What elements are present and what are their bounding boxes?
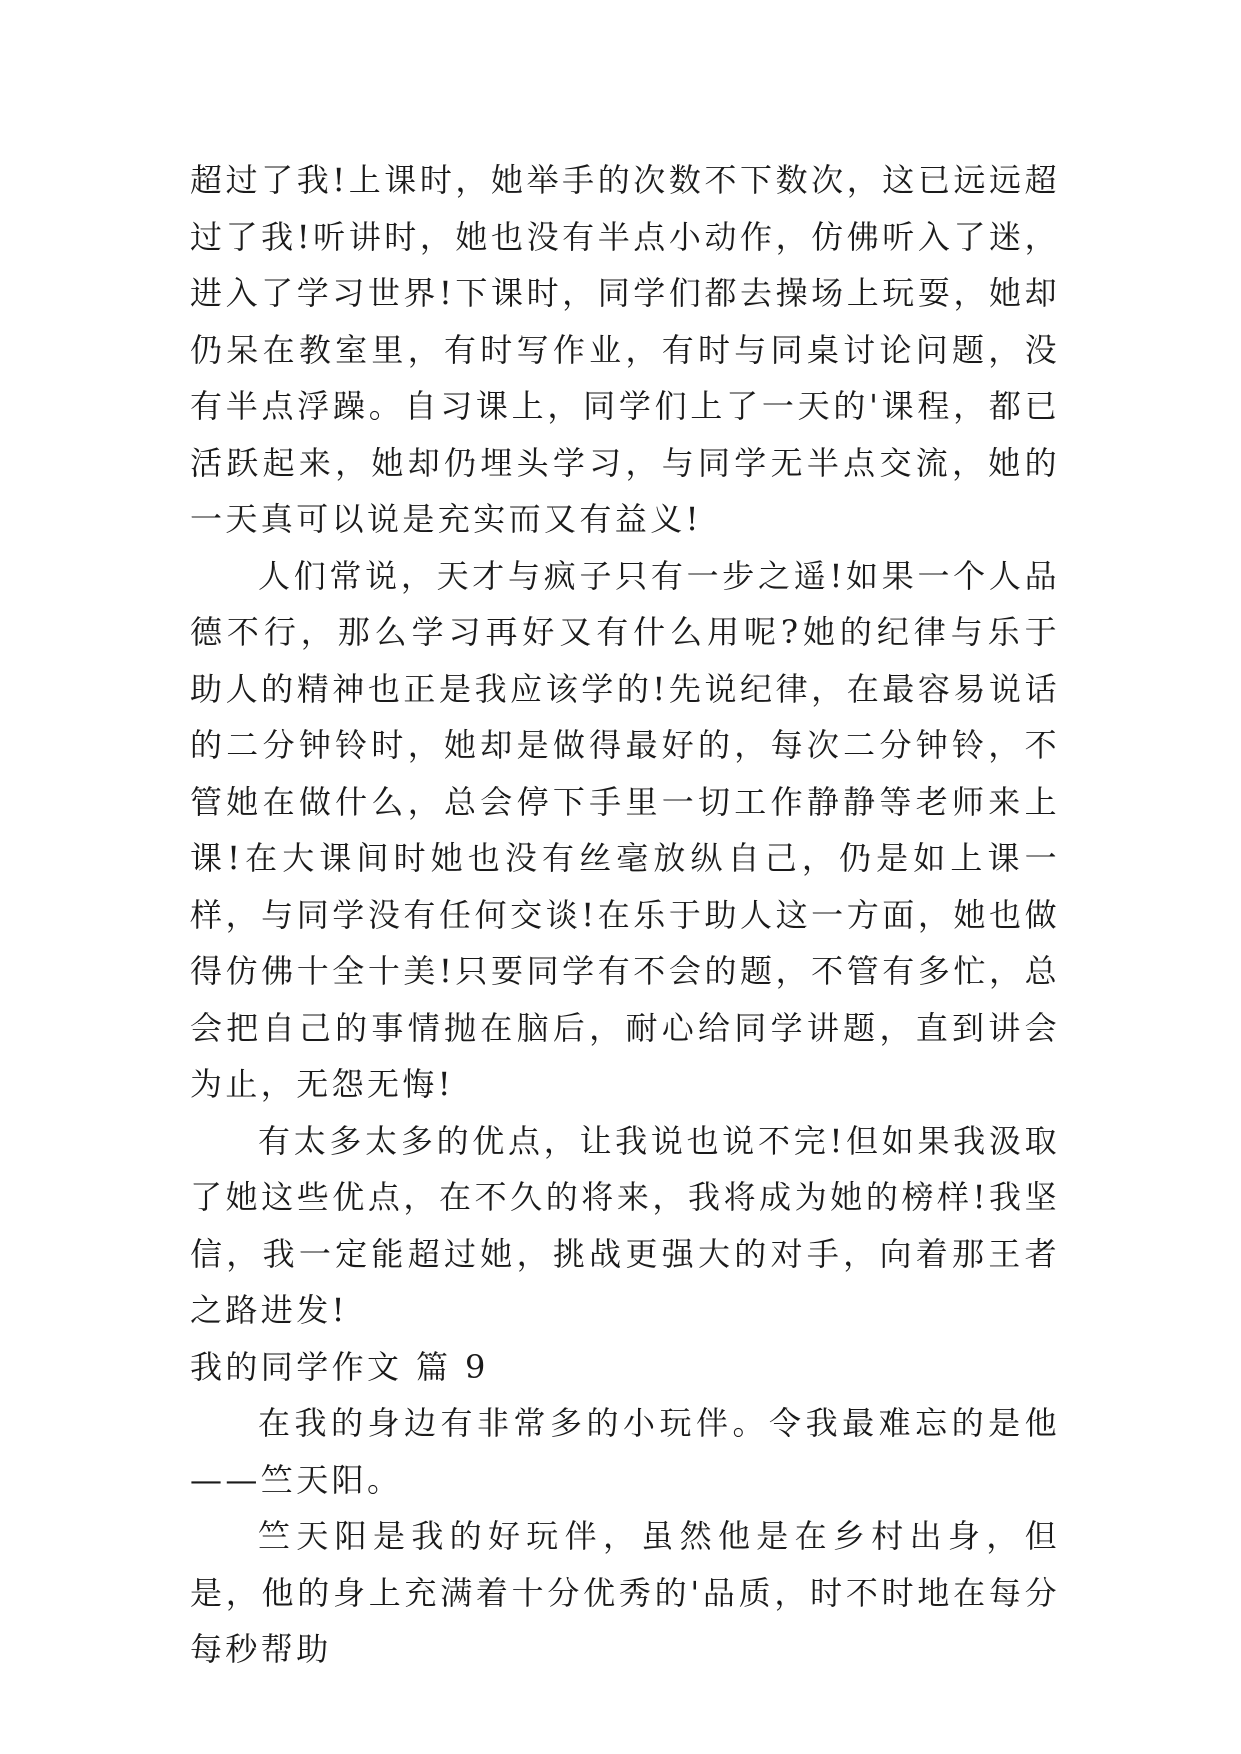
paragraph-character: 人们常说，天才与疯子只有一步之遥!如果一个人品德不行，那么学习再好又有什么用呢?她的纪律与乐于助人的精神也正是我应该学的!先说纪律，在最容易说话的二分钟铃时，她却是做得最好的，每次二分钟铃，不管她在做什么，总会停下手里一切工作静静等老师来上课!在大课间时她也没有丝毫放纵自己，仍是如上课一样，与同学没有任何交谈!在乐于助人这一方面，她也做得仿佛十全十美!只要同学有不会的题，不管有多忙，总会把自己的事情抛在脑后，耐心给同学讲题，直到讲会为止，无怨无悔!: [190, 556, 1060, 1103]
paragraph-continuation: 超过了我!上课时，她举手的次数不下数次，这已远远超过了我!听讲时，她也没有半点小动作，仿佛听入了迷，进入了学习世界!下课时，同学们都去操场上玩耍，她却仍呆在教室里，有时写作业，有时与同桌讨论问题，没有半点浮躁。自习课上，同学们上了一天的'课程，都已活跃起来，她却仍埋头学习，与同学无半点交流，她的一天真可以说是充实而又有益义!: [190, 161, 1060, 538]
document-body: [190, 152, 1060, 1678]
paragraph-body: 竺天阳是我的好玩伴，虽然他是在乡村出身，但是，他的身上充满着十分优秀的'品质，时不时地在每分每秒帮助: [190, 1517, 1060, 1668]
section-heading: 我的同学作文 篇 9: [190, 1347, 489, 1386]
paragraph-conclusion: 有太多太多的优点，让我说也说不完!但如果我汲取了她这些优点，在不久的将来，我将成为她的榜样!我坚信，我一定能超过她，挑战更强大的对手，向着那王者之路进发!: [190, 1121, 1060, 1329]
paragraph-intro: 在我的身边有非常多的小玩伴。令我最难忘的是他——竺天阳。: [190, 1404, 1060, 1499]
